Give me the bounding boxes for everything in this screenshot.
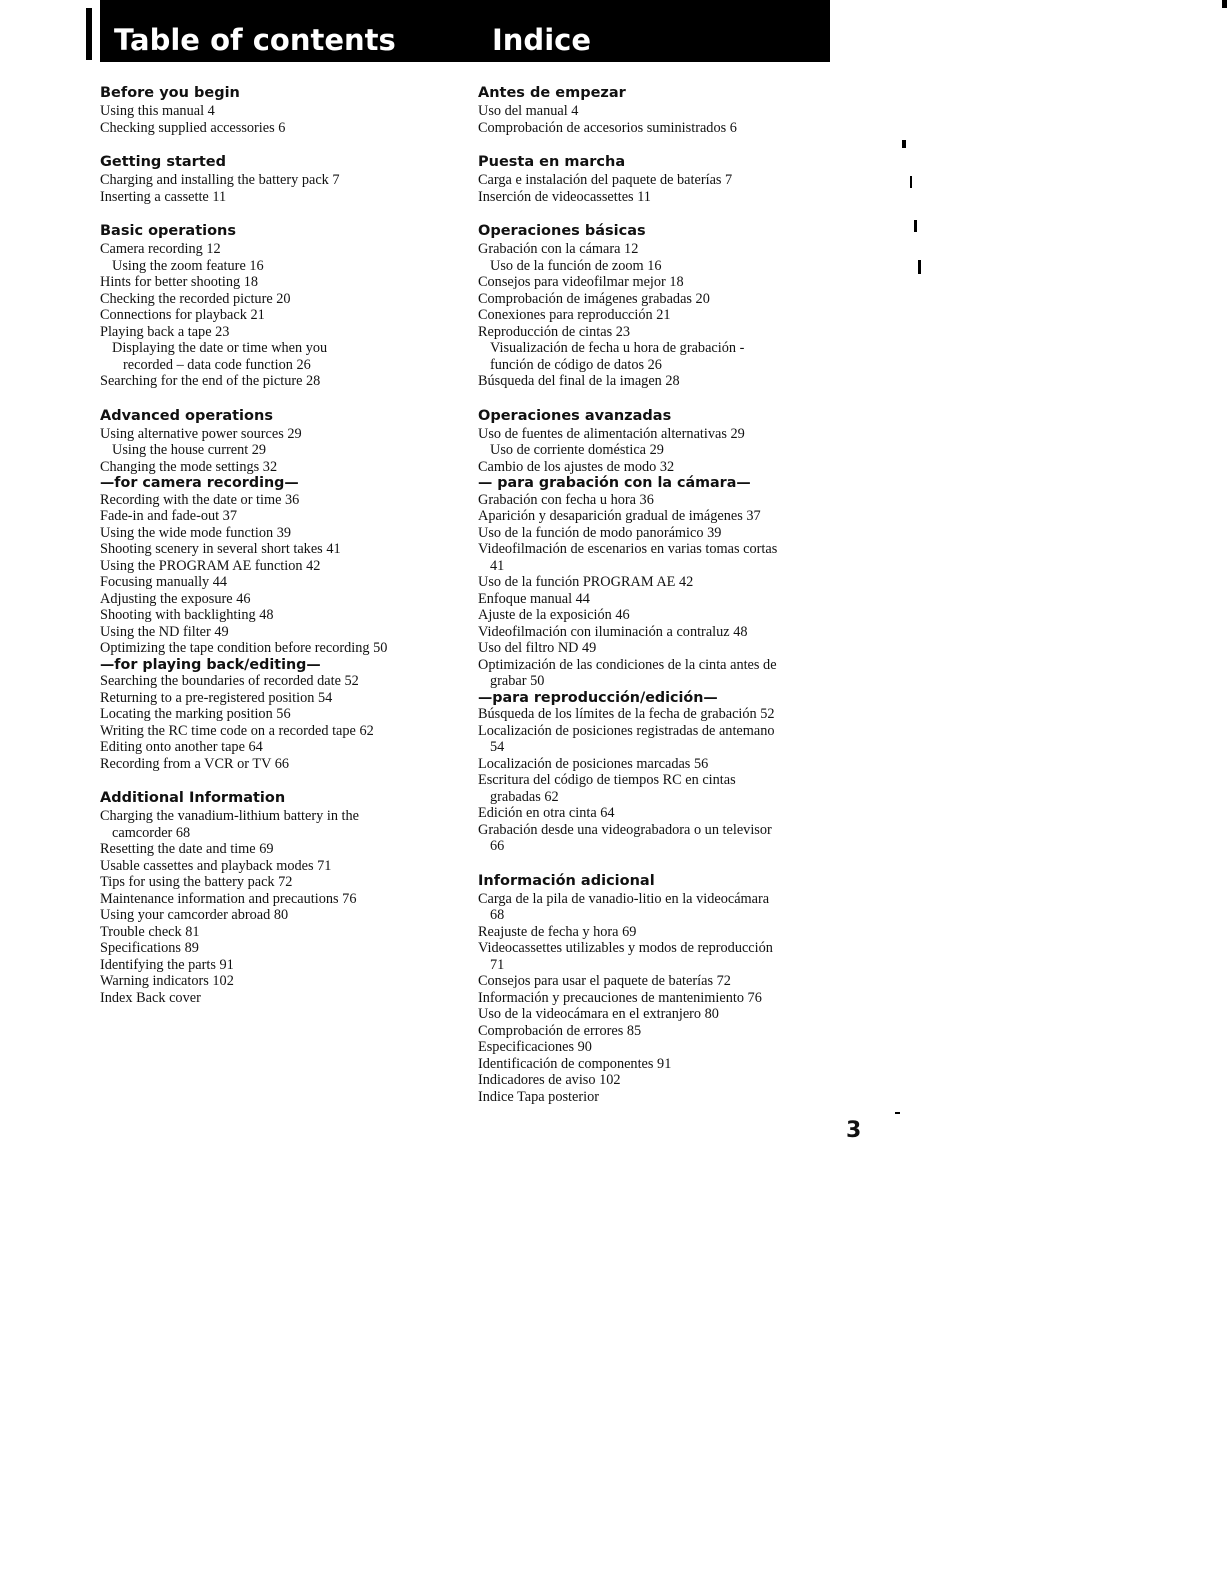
toc-section — [478, 407, 833, 855]
section-title: Información adicional — [478, 872, 655, 889]
toc-entry: Consejos para usar el paquete de baterías 72 — [478, 973, 731, 989]
toc-entry: Connections for playback 21 — [100, 307, 265, 323]
toc-entry: Escritura del código de tiempos RC en cintas — [478, 772, 736, 788]
toc-section — [100, 222, 445, 390]
toc-entry: Using this manual 4 — [100, 103, 215, 119]
margin-mark — [86, 8, 92, 60]
toc-subheading: —para reproducción/edición— — [478, 689, 718, 706]
scan-speck — [914, 220, 917, 232]
toc-entry: camcorder 68 — [112, 824, 191, 841]
toc-entry: Especificaciones 90 — [478, 1039, 592, 1055]
toc-entry: Comprobación de imágenes grabadas 20 — [478, 290, 710, 307]
scan-speck — [910, 176, 912, 188]
section-title: Basic operations — [100, 223, 237, 239]
toc-entry: Uso de la función de zoom 16 — [490, 257, 662, 274]
toc-entry: Searching the boundaries of recorded date 52 — [100, 673, 359, 689]
toc-entry: Fade-in and fade-out 37 — [100, 508, 237, 524]
toc-entry: Shooting scenery in several short takes 41 — [100, 541, 341, 557]
toc-entry: Resetting the date and time 69 — [100, 841, 274, 857]
toc-entry: Búsqueda del final de la imagen 28 — [478, 373, 680, 389]
page-number: 3 — [846, 1118, 862, 1143]
toc-entry: Comprobación de errores 85 — [478, 1022, 642, 1039]
toc-entry: Specifications 89 — [100, 940, 199, 956]
toc-entry: Changing the mode settings 32 — [100, 458, 278, 475]
toc-section — [100, 789, 445, 1006]
toc-entry: Enfoque manual 44 — [478, 590, 590, 607]
toc-entry: Hints for better shooting 18 — [100, 274, 259, 290]
toc-entry: Using the zoom feature 16 — [112, 257, 264, 274]
toc-entry: Maintenance information and precautions 76 — [100, 890, 357, 907]
toc-entry: Carga e instalación del paquete de baterías 7 — [478, 172, 733, 188]
scan-speck — [918, 260, 921, 274]
toc-entry: Using your camcorder abroad 80 — [100, 907, 289, 923]
toc-entry: Grabación con fecha u hora 36 — [478, 491, 654, 508]
toc-entry: Camera recording 12 — [100, 241, 221, 257]
page-title-spanish: Indice — [492, 23, 591, 57]
toc-entry: Checking the recorded picture 20 — [100, 290, 291, 307]
toc-section — [100, 407, 445, 773]
toc-entry: Inserting a cassette 11 — [100, 188, 227, 205]
toc-entry: Uso de fuentes de alimentación alternativas 29 — [478, 425, 745, 442]
toc-entry: Using the PROGRAM AE function 42 — [100, 557, 321, 574]
toc-entry: 66 — [490, 838, 505, 854]
section-title: Advanced operations — [100, 407, 273, 424]
toc-entry: Locating the marking position 56 — [100, 706, 291, 722]
toc-entry: Uso de corriente doméstica 29 — [490, 442, 664, 458]
toc-entry: Uso de la función PROGRAM AE 42 — [478, 574, 694, 590]
toc-entry: 71 — [490, 956, 505, 973]
toc-section — [478, 84, 833, 136]
section-title: Operaciones básicas — [478, 223, 646, 239]
section-title: Antes de empezar — [478, 85, 626, 101]
toc-column-spanish — [478, 84, 833, 1122]
toc-column-english — [100, 84, 445, 1023]
toc-entry: Localización de posiciones registradas de antemano — [478, 722, 775, 739]
toc-entry: 54 — [490, 739, 505, 755]
toc-entry: Optimizing the tape condition before recording 50 — [100, 640, 388, 656]
toc-entry: Recording from a VCR or TV 66 — [100, 755, 290, 772]
toc-section — [478, 872, 833, 1106]
toc-entry: grabar 50 — [490, 673, 545, 689]
toc-entry: Grabación con la cámara 12 — [478, 241, 639, 257]
toc-entry: Using the wide mode function 39 — [100, 524, 291, 541]
toc-entry: Writing the RC time code on a recorded tape 62 — [100, 722, 374, 739]
toc-section — [100, 153, 445, 205]
toc-entry: Visualización de fecha u hora de grabación - — [490, 340, 745, 356]
toc-entry: Using the house current 29 — [112, 442, 267, 458]
toc-entry: Reproducción de cintas 23 — [478, 323, 631, 340]
toc-entry: Returning to a pre-registered position 54 — [100, 689, 333, 706]
toc-entry: Warning indicators 102 — [100, 973, 234, 989]
toc-entry: Indice Tapa posterior — [478, 1088, 600, 1105]
toc-entry: Usable cassettes and playback modes 71 — [100, 857, 332, 874]
toc-entry: Checking supplied accessories 6 — [100, 119, 286, 136]
toc-entry: Charging and installing the battery pack 7 — [100, 172, 340, 188]
toc-subheading: —for camera recording— — [100, 475, 299, 491]
section-title: Getting started — [100, 154, 226, 170]
toc-entry: Uso del manual 4 — [478, 103, 579, 119]
section-title: Puesta en marcha — [478, 154, 626, 170]
toc-entry: grabadas 62 — [490, 788, 559, 805]
section-title: Operaciones avanzadas — [478, 407, 672, 424]
page-title-english: Table of contents — [114, 23, 396, 57]
toc-entry: Localización de posiciones marcadas 56 — [478, 755, 709, 772]
toc-entry: Información y precauciones de mantenimiento 76 — [478, 989, 762, 1006]
section-title: Additional Information — [100, 790, 286, 806]
toc-entry: Videocassettes utilizables y modos de reproducción — [478, 940, 773, 956]
toc-entry: Index Back cover — [100, 989, 201, 1006]
toc-entry: Cambio de los ajustes de modo 32 — [478, 458, 675, 475]
toc-entry: Comprobación de accesorios suministrados 6 — [478, 119, 737, 136]
toc-entry: Uso de la función de modo panorámico 39 — [478, 524, 722, 541]
toc-section — [478, 153, 833, 205]
toc-entry: función de código de datos 26 — [490, 356, 662, 373]
toc-entry: Conexiones para reproducción 21 — [478, 307, 671, 323]
toc-entry: Reajuste de fecha y hora 69 — [478, 923, 637, 940]
toc-entry: Shooting with backlighting 48 — [100, 607, 274, 623]
toc-entry: Focusing manually 44 — [100, 574, 228, 590]
toc-entry: Editing onto another tape 64 — [100, 739, 263, 755]
scan-speck — [895, 1112, 900, 1114]
toc-entry: Consejos para videofilmar mejor 18 — [478, 274, 684, 290]
scan-speck — [902, 140, 906, 148]
toc-entry: Grabación desde una videograbadora o un televisor — [478, 821, 772, 838]
toc-entry: Aparición y desaparición gradual de imágenes 37 — [478, 508, 761, 524]
toc-entry: Identifying the parts 91 — [100, 956, 234, 973]
section-title: Before you begin — [100, 85, 240, 101]
toc-entry: Using the ND filter 49 — [100, 623, 229, 640]
toc-entry: Uso del filtro ND 49 — [478, 640, 597, 656]
toc-entry: Videofilmación de escenarios en varias tomas cortas — [478, 541, 778, 557]
toc-entry: Videofilmación con iluminación a contraluz 48 — [478, 623, 748, 640]
toc-entry: Indicadores de aviso 102 — [478, 1072, 621, 1088]
toc-entry: 41 — [490, 557, 505, 574]
toc-entry: Tips for using the battery pack 72 — [100, 874, 293, 890]
toc-section — [100, 84, 445, 136]
scan-speck — [1222, 0, 1227, 8]
toc-entry: Ajuste de la exposición 46 — [478, 607, 630, 623]
toc-entry: Searching for the end of the picture 28 — [100, 373, 321, 389]
toc-entry: Displaying the date or time when you — [112, 340, 328, 356]
toc-entry: Identificación de componentes 91 — [478, 1055, 672, 1072]
toc-entry: Carga de la pila de vanadio-litio en la videocámara — [478, 890, 770, 907]
toc-entry: Using alternative power sources 29 — [100, 425, 302, 442]
toc-entry: Playing back a tape 23 — [100, 323, 230, 340]
toc-entry: Recording with the date or time 36 — [100, 491, 300, 508]
toc-entry: Búsqueda de los límites de la fecha de grabación 52 — [478, 706, 775, 722]
toc-entry: Trouble check 81 — [100, 923, 200, 940]
toc-entry: Charging the vanadium-lithium battery in the — [100, 808, 360, 824]
toc-entry: Inserción de videocassettes 11 — [478, 188, 651, 205]
toc-entry: 68 — [490, 907, 505, 923]
toc-subheading: —for playing back/editing— — [100, 656, 321, 673]
toc-section — [478, 222, 833, 390]
toc-subheading: — para grabación con la cámara— — [478, 475, 751, 491]
toc-entry: Optimización de las condiciones de la cinta antes de — [478, 656, 777, 673]
toc-entry: Edición en otra cinta 64 — [478, 805, 615, 821]
toc-entry: recorded – data code function 26 — [123, 356, 311, 373]
toc-entry: Adjusting the exposure 46 — [100, 590, 251, 607]
toc-entry: Uso de la videocámara en el extranjero 80 — [478, 1006, 719, 1022]
